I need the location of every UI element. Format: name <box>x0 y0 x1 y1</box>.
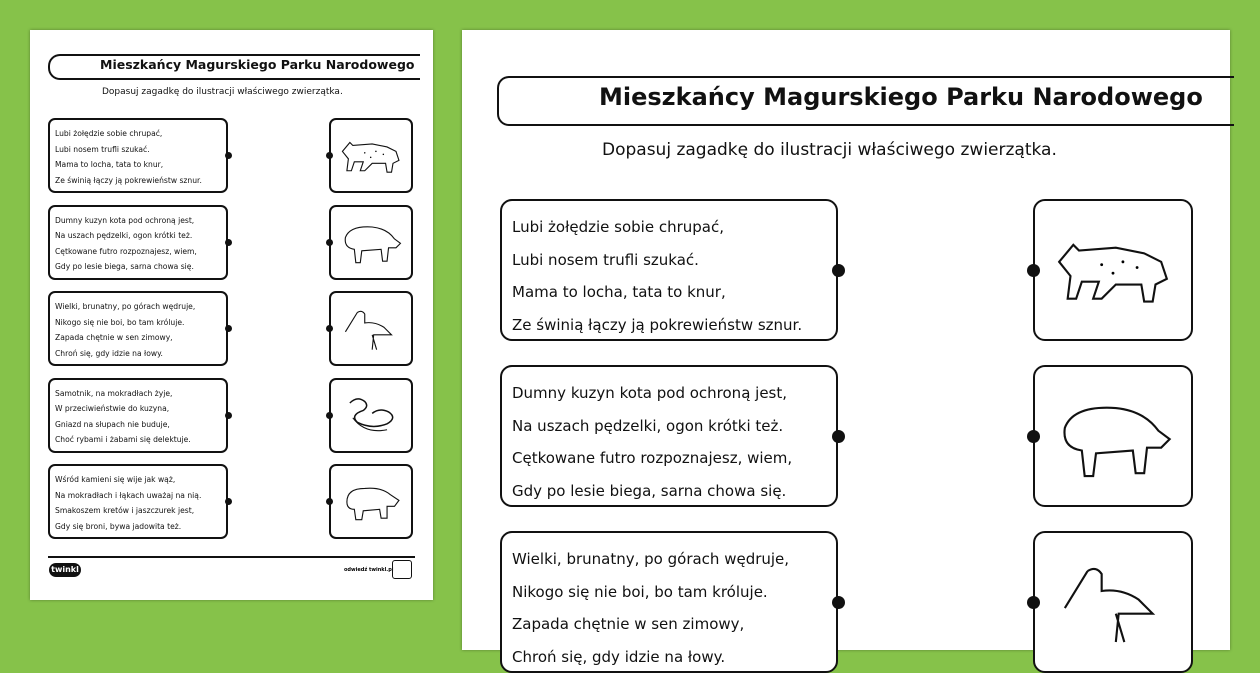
riddle-line: Mama to locha, tata to knur, <box>55 157 221 173</box>
lynx-illustration-icon <box>335 124 406 188</box>
riddle-line: Zapada chętnie w sen zimowy, <box>55 330 221 346</box>
animal-picture-box <box>329 205 413 280</box>
riddle-line: Gniazd na słupach nie buduje, <box>55 417 221 433</box>
riddle-line: Cętkowane futro rozpoznajesz, wiem, <box>512 442 826 475</box>
match-dot-left[interactable] <box>832 264 845 277</box>
riddle-box <box>48 464 228 539</box>
bear-illustration-icon <box>335 470 406 534</box>
riddle-line: Ze świnią łączy ją pokrewieństw sznur. <box>55 173 221 189</box>
riddle-box <box>48 291 228 366</box>
worksheet-preview-small <box>30 30 433 600</box>
lynx-illustration-icon <box>1045 210 1181 331</box>
riddle-line: Gdy się broni, bywa jadowita też. <box>55 519 221 535</box>
match-dot-left[interactable] <box>225 325 232 332</box>
page-subtitle: Dopasuj zagadkę do ilustracji właściwego zwierzątka. <box>602 140 1057 160</box>
stork-illustration-icon <box>335 297 406 361</box>
stork-illustration-icon <box>1045 542 1181 663</box>
animal-picture-box <box>1033 199 1193 341</box>
riddle-line: Dumny kuzyn kota pod ochroną jest, <box>512 377 826 410</box>
riddle-line: Mama to locha, tata to knur, <box>512 276 826 309</box>
riddle-line: Lubi żołędzie sobie chrupać, <box>55 126 221 142</box>
animal-picture-box <box>329 464 413 539</box>
boar-illustration-icon <box>1045 376 1181 497</box>
match-dot-left[interactable] <box>225 239 232 246</box>
match-dot-left[interactable] <box>225 412 232 419</box>
match-dot-right[interactable] <box>1027 596 1040 609</box>
riddle-line: Gdy po lesie biega, sarna chowa się. <box>512 475 826 508</box>
riddle-line: Lubi nosem trufli szukać. <box>512 244 826 277</box>
riddle-box <box>48 205 228 280</box>
match-dot-left[interactable] <box>832 596 845 609</box>
riddle-line: Lubi żołędzie sobie chrupać, <box>512 211 826 244</box>
worksheet-preview-large <box>462 30 1230 650</box>
match-dot-left[interactable] <box>225 498 232 505</box>
riddle-line: Choć rybami i żabami się delektuje. <box>55 432 221 448</box>
riddle-line: Na mokradłach i łąkach uważaj na nią. <box>55 488 221 504</box>
match-dot-left[interactable] <box>225 152 232 159</box>
riddle-line: Wielki, brunatny, po górach wędruje, <box>55 299 221 315</box>
twinkl-logo: twinkl <box>49 563 81 577</box>
riddle-line: Wielki, brunatny, po górach wędruje, <box>512 543 826 576</box>
riddle-box <box>48 378 228 453</box>
riddle-line: Na uszach pędzelki, ogon krótki też. <box>512 410 826 443</box>
riddle-line: Smakoszem kretów i jaszczurek jest, <box>55 503 221 519</box>
riddle-line: Zapada chętnie w sen zimowy, <box>512 608 826 641</box>
page-title: Mieszkańcy Magurskiego Parku Narodowego <box>100 57 415 72</box>
animal-picture-box <box>329 118 413 193</box>
riddle-line: Nikogo się nie boi, bo tam króluje. <box>55 315 221 331</box>
riddle-box <box>500 199 838 341</box>
page-title: Mieszkańcy Magurskiego Parku Narodowego <box>599 83 1203 111</box>
badge-icon <box>392 560 412 579</box>
riddle-line: W przeciwieństwie do kuzyna, <box>55 401 221 417</box>
match-dot-right[interactable] <box>326 498 333 505</box>
page-subtitle: Dopasuj zagadkę do ilustracji właściwego zwierzątka. <box>102 87 343 97</box>
riddle-line: Chroń się, gdy idzie na łowy. <box>512 641 826 673</box>
match-dot-right[interactable] <box>326 239 333 246</box>
riddle-line: Ze świnią łączy ją pokrewieństw sznur. <box>512 309 826 342</box>
match-dot-left[interactable] <box>832 430 845 443</box>
match-dot-right[interactable] <box>326 325 333 332</box>
riddle-box <box>500 365 838 507</box>
riddle-box <box>48 118 228 193</box>
animal-picture-box <box>1033 365 1193 507</box>
animal-picture-box <box>1033 531 1193 673</box>
riddle-line: Wśród kamieni się wije jak wąż, <box>55 472 221 488</box>
riddle-line: Gdy po lesie biega, sarna chowa się. <box>55 259 221 275</box>
boar-illustration-icon <box>335 210 406 274</box>
riddle-line: Cętkowane futro rozpoznajesz, wiem, <box>55 244 221 260</box>
riddle-line: Dumny kuzyn kota pod ochroną jest, <box>55 213 221 229</box>
match-dot-right[interactable] <box>1027 264 1040 277</box>
match-dot-right[interactable] <box>326 412 333 419</box>
match-dot-right[interactable] <box>1027 430 1040 443</box>
riddle-line: Lubi nosem trufli szukać. <box>55 142 221 158</box>
match-dot-right[interactable] <box>326 152 333 159</box>
riddle-line: Chroń się, gdy idzie na łowy. <box>55 346 221 362</box>
riddle-line: Na uszach pędzelki, ogon krótki też. <box>55 228 221 244</box>
riddle-line: Nikogo się nie boi, bo tam króluje. <box>512 576 826 609</box>
footer-site: odwiedź twinkl.pl <box>344 567 393 573</box>
snake-illustration-icon <box>335 383 406 447</box>
footer-divider <box>48 556 415 558</box>
animal-picture-box <box>329 291 413 366</box>
riddle-box <box>500 531 838 673</box>
animal-picture-box <box>329 378 413 453</box>
riddle-line: Samotnik, na mokradłach żyje, <box>55 386 221 402</box>
